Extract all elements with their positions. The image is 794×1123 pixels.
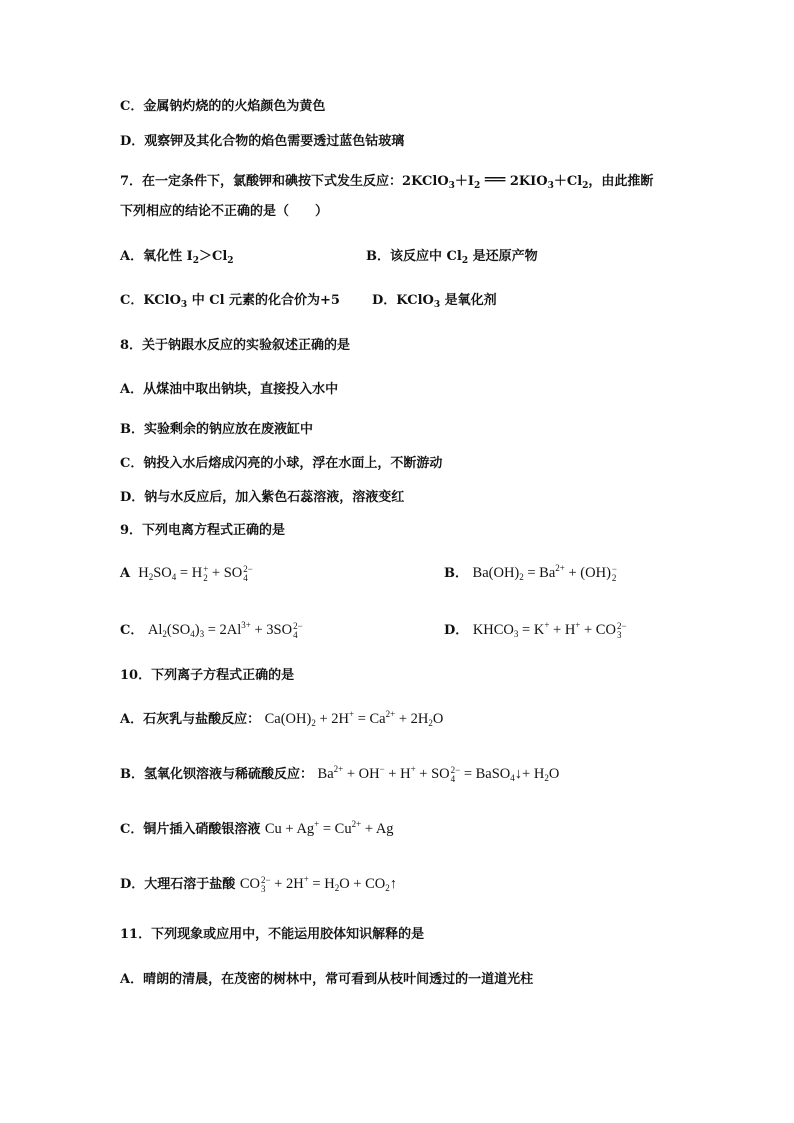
q7-option-d: D．KClO$_3$ 是氧化剂 xyxy=(372,293,497,310)
q10-option-a: A．石灰乳与盐酸反应： $Ca(OH)_2 + 2H^+ = Ca^{2+} + 2H_2O$ xyxy=(120,709,444,728)
q11-option-a: A．晴朗的清晨，在茂密的树林中，常可看到从枝叶间透过的一道道光柱 xyxy=(120,972,534,987)
q7-option-a: A．氧化性 $I_2>Cl_2$ xyxy=(120,249,234,266)
q9-option-c: C． $Al_2(SO_4)_3 = 2Al^{3+} + 3SO$ 2− 4 xyxy=(120,620,303,640)
q9-c-equation: $Al_2(SO_4)_3 = 2Al^{3+} + 3SO$ 2− 4 xyxy=(147,620,303,640)
q11-stem: 11．下列现象或应用中，不能运用胶体知识解释的是 xyxy=(120,927,425,942)
q7-option-b: B．该反应中 $Cl_2$ 是还原产物 xyxy=(366,249,538,266)
q9-option-a: A $H_2SO_4 = H$ + 2 + SO 2− 4 xyxy=(120,563,253,583)
q9-option-d: D． $KHCO_3 = K^+ + H^+$ + CO 2− 3 xyxy=(444,620,627,640)
q10-option-d: D．大理石溶于盐酸 CO 2− 3 + $2H^+ = H_2O$ + $CO_2↑$ xyxy=(120,874,397,894)
q9-option-b: B． $Ba(OH)_2 = Ba^{2+} + (OH)$ − 2 xyxy=(444,563,617,583)
q8-option-b: B．实验剩余的钠应放在废液缸中 xyxy=(120,422,313,437)
q7-option-c: C．KClO$_3$ 中 Cl 元素的化合价为+5 xyxy=(120,293,340,310)
q8-option-a: A．从煤油中取出钠块，直接投入水中 xyxy=(120,382,339,397)
q9-a-equation: $H_2SO_4 = H$ + 2 + SO 2− 4 xyxy=(134,563,253,583)
q10-option-b: B．氢氧化钡溶液与稀硫酸反应： $Ba^{2+} + OH^- + H^+$ + SO 2− 4 = BaSO$_4$↓+ $H_2O$ xyxy=(120,764,560,784)
q9-stem: 9．下列电离方程式正确的是 xyxy=(120,523,286,538)
q8-option-c: C．钠投入水后熔成闪亮的小球，浮在水面上，不断游动 xyxy=(120,456,443,471)
option-c-flame: C．金属钠灼烧的的火焰颜色为黄色 xyxy=(120,99,326,114)
q10-stem: 10．下列离子方程式正确的是 xyxy=(120,668,295,683)
q7-stem-line2: 下列相应的结论不正确的是（ ） xyxy=(120,204,329,219)
q9-b-equation: $Ba(OH)_2 = Ba^{2+} + (OH)$ − 2 xyxy=(472,563,617,583)
option-d-cobalt: D．观察钾及其化合物的焰色需要透过蓝色钴玻璃 xyxy=(120,134,405,149)
q8-stem: 8．关于钠跟水反应的实验叙述正确的是 xyxy=(120,338,351,353)
q10-d-equation: CO 2− 3 + $2H^+ = H_2O$ + $CO_2↑$ xyxy=(239,874,397,894)
q7-stem-line1: 7．在一定条件下，氯酸钾和碘按下式发生反应：$2KClO_3+I_2$ ══ $2KIO_3+Cl_2$，由此推断 xyxy=(120,170,654,191)
q10-a-equation: $Ca(OH)_2 + 2H^+ = Ca^{2+} + 2H_2O$ xyxy=(264,709,444,728)
q10-option-c: C．铜片插入硝酸银溶液 $Cu + Ag^+ = Cu^{2+} + Ag$ xyxy=(120,819,394,837)
q9-d-equation: $KHCO_3 = K^+ + H^+$ + CO 2− 3 xyxy=(472,620,627,640)
q10-b-equation: $Ba^{2+} + OH^- + H^+$ + SO 2− 4 = BaSO$_4$↓+ $H_2O$ xyxy=(317,764,560,784)
q8-option-d: D．钠与水反应后，加入紫色石蕊溶液，溶液变红 xyxy=(120,490,405,505)
q10-c-equation: $Cu + Ag^+ = Cu^{2+} + Ag$ xyxy=(264,819,394,837)
